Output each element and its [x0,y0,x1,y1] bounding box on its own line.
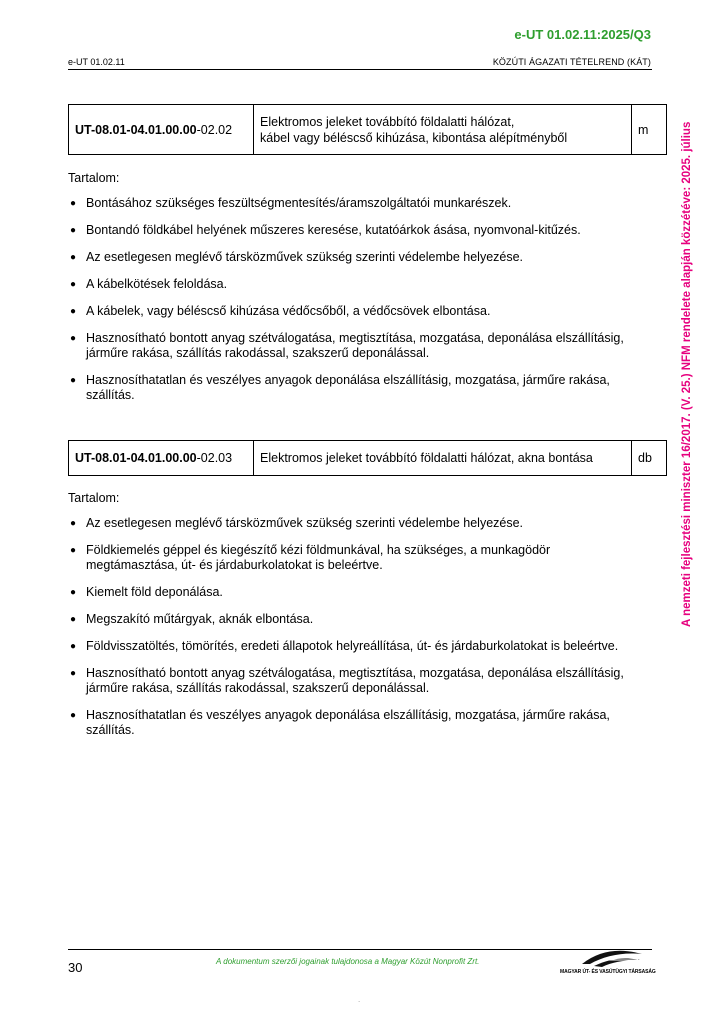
list-item [68,708,628,738]
list-item [68,666,628,696]
bullet-icon: ● [70,375,77,386]
bullet-icon: ● [70,306,77,317]
bullet-icon: ● [70,333,77,344]
list-item [68,612,628,627]
item-unit: m [632,105,667,155]
item-description [254,105,632,155]
list-item [68,304,628,319]
item-unit: db [632,441,667,476]
bullet-icon: ● [70,252,77,263]
list-item [68,543,628,573]
page-number: 30 [68,960,83,975]
section-heading: Tartalom: [68,171,120,185]
bullet-icon: ● [70,641,77,652]
content-list [68,196,628,403]
list-item-text: A kábelek, vagy béléscső kihúzása védőcsőből, a védőcsövek elbontása. [86,304,491,318]
header-rule [68,69,652,70]
item-code [69,105,254,155]
bullet-icon: ● [70,614,77,625]
list-item [68,250,628,265]
list-item-text: Az esetlegesen meglévő társközművek szükség szerinti védelembe helyezése. [86,516,524,530]
list-item-text: Bontandó földkábel helyének műszeres keresése, kutatóárkok ásása, nyomvonal-kitűzés. [86,223,581,237]
bullet-icon: ● [70,198,77,209]
logo-text: MAGYAR ÚT- ÉS VASÚTÜGYI TÁRSASÁG [560,969,656,975]
item-code-suffix: -02.02 [196,122,233,137]
logo-swoosh-icon [560,948,655,970]
list-item [68,223,628,238]
side-note: A nemzeti fejlesztési miniszter 16/2017. (V. 25.) NFM rendelete alapján közzétéve: 2025. július [681,121,693,627]
bullet-icon: ● [70,518,77,529]
item-description-line: kábel vagy béléscső kihúzása, kibontása alépítményből [260,130,568,145]
list-item [68,639,628,654]
item-description [254,441,632,476]
content-section-2 [68,491,628,750]
bullet-icon: ● [70,710,77,721]
list-item-text: Hasznosíthatatlan és veszélyes anyagok deponálása elszállításig, mozgatása, járműre rakása, szállítás. [86,373,610,402]
bullet-icon: ● [70,545,77,556]
list-item [68,331,628,361]
list-item-text: Hasznosítható bontott anyag szétválogatása, megtisztítása, mozgatása, deponálása elszállításig, járműre rakása, szállítás rakodással, szakszerű deponálással. [86,331,624,360]
list-item [68,516,628,531]
item-description-line: Elektromos jeleket továbbító földalatti hálózat, akna bontása [260,451,593,465]
list-item-text: Megszakító műtárgyak, aknák elbontása. [86,612,314,626]
header-right: KÖZÚTI ÁGAZATI TÉTELREND (KÁT) [492,57,651,67]
company-logo [560,948,655,978]
list-item [68,196,628,211]
bullet-icon: ● [70,225,77,236]
section-heading: Tartalom: [68,491,120,505]
list-item-text: Földvisszatöltés, tömörítés, eredeti állapotok helyreállítása, út- és járdaburkolatokat is beleértve. [86,639,619,653]
item-code-main: UT-08.01-04.01.00.00 [75,122,197,137]
copyright-notice: A dokumentum szerzői jogainak tulajdonosa a Magyar Közút Nonprofit Zrt. [216,957,480,966]
list-item [68,277,628,292]
item-table-1 [68,104,667,155]
item-code [69,441,254,476]
list-item-text: Földkiemelés géppel és kiegészítő kézi földmunkával, ha szükséges, a munkagödör megtámasztása, út- és járdaburkolatokat is beleértve. [86,543,551,572]
list-item-text: Hasznosíthatatlan és veszélyes anyagok deponálása elszállításig, mozgatása, járműre rakása, szállítás. [86,708,610,737]
list-item-text: Bontásához szükséges feszültségmentesítés/áramszolgáltatói munkarészek. [86,196,512,210]
bullet-icon: ● [70,668,77,679]
list-item [68,373,628,403]
item-code-main: UT-08.01-04.01.00.00 [75,451,197,465]
content-section-1 [68,171,628,415]
list-item-text: A kábelkötések feloldása. [86,277,228,291]
list-item-text: Kiemelt föld deponálása. [86,585,223,599]
list-item [68,585,628,600]
bullet-icon: ● [70,587,77,598]
tiny-dot: . [358,995,361,1004]
content-list [68,516,628,738]
item-description-line: Elektromos jeleket továbbító földalatti hálózat, [260,114,515,129]
list-item-text: Hasznosítható bontott anyag szétválogatása, megtisztítása, mozgatása, deponálása elszállításig, járműre rakása, szállítás rakodással, szakszerű deponálással. [86,666,624,695]
item-code-suffix: -02.03 [196,451,233,465]
header-left: e-UT 01.02.11 [68,57,125,67]
list-item-text: Az esetlegesen meglévő társközművek szükség szerinti védelembe helyezése. [86,250,524,264]
doc-code: e-UT 01.02.11:2025/Q3 [514,27,651,42]
item-table-2 [68,440,667,476]
bullet-icon: ● [70,279,77,290]
